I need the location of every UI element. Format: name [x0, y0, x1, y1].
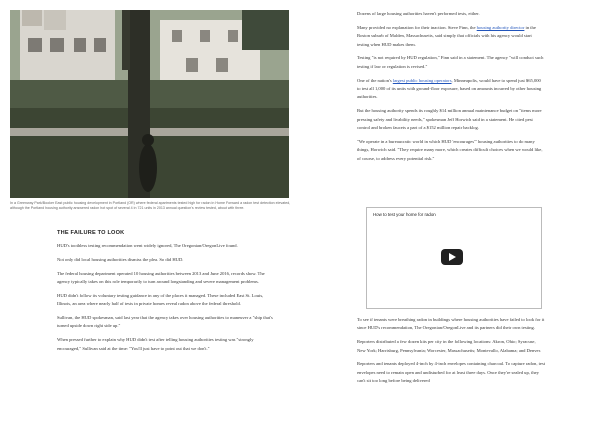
right-column-bottom	[357, 316, 545, 391]
paragraph	[357, 77, 545, 102]
paragraph-text: Many provided no explanation for their inaction. Steve Finn, the	[357, 24, 477, 30]
paragraph: But the housing authority spends its roughly $14 million annual maintenance budget on "items more pressing safety and livability needs," spokesman Jeff Horwich said in a statement. He cited pest control and broken faucets a part of a $152 million repair backlog.	[357, 108, 542, 131]
video-embed[interactable]	[366, 207, 542, 309]
paragraph: Reporters distributed a few dozen kits per city in the following locations: Akron, Ohio; Syracuse, New York; Harrisburg, Pennsylvania; Worcester, Massachusetts; Montevallo, Alabama; and Denver.	[357, 339, 542, 353]
paragraph: Not only did local housing authorities dismiss the plea. So did HUD.	[57, 256, 184, 262]
largest-public-housing-operators-link[interactable]: largest public housing operators	[392, 77, 452, 83]
paragraph: The federal housing department operated 10 housing authorities between 2013 and June 2016, records show. The agency typically takes on this role temporarily to turn around longstanding and severe management problems.	[57, 270, 265, 284]
paragraph: Reporters and tenants deployed 4-inch by 4-inch envelopes containing charcoal. To capture radon, test envelopes need to remain open and undisturbed for at least three days. Once they're sealed up, they can't sit too long before being delivered	[357, 361, 546, 384]
paragraph: HUD didn't follow its voluntary testing guidance in any of the places it managed. These included East St. Louis, Illinois, an area where nearly half of tests in private homes reveal radon above the federal threshold.	[57, 292, 264, 307]
paragraph	[357, 24, 545, 49]
paragraph: HUD's toothless testing recommendation went widely ignored, The Oregonian/OregonLive found.	[57, 243, 238, 248]
video-title: How to test your home for radon	[373, 212, 436, 217]
article-photo	[10, 10, 289, 198]
paragraph: Sullivan, the HUD spokesman, said last year that the agency takes over housing authorities to maneuver a "ship that's turned upside down right side up."	[57, 315, 273, 329]
paragraph-text: One of the nation's	[357, 77, 393, 83]
paragraph: To see if tenants were breathing radon in buildings where housing authorities have failed to look for it since HUD's recommendation, The Oregonian/OregonLive and its partners did their own testing.	[357, 317, 545, 331]
paragraph-text: in the Boston suburb of Malden, Massachusetts, said simply that officials with his agency would start testing when HUD makes them.	[357, 24, 536, 47]
photo-caption: In a Greenway Park/Booker East public housing development in Portland (OR) where federal apartments tested high for radon in Home Forward a radon test detection elevated, although the Portland housing authority answered radon hot spot of several 4 in 721 units in 2013 annual question's review tested, about with three.	[10, 201, 291, 210]
paragraph: When pressed further to explain why HUD didn't test after telling housing authorities testing was "strongly encouraged," Sullivan said at the time: "You'll just have to point out that we don't."	[57, 337, 254, 351]
paragraph: "We operate in a bureaucratic world in which HUD 'encourages'" housing authorities to do many things, Horwich said. "They require many more, which creates difficult choices when we would like, of course, to address every potential risk."	[357, 138, 543, 161]
housing-authority-director-link[interactable]: housing authority director	[476, 24, 525, 30]
paragraph-text: , Minneapolis, would have to spend just $65,000 to test all 1,000 of its units with ground-floor exposure, based on amounts incurred by other housing authorities.	[357, 77, 542, 100]
play-icon	[449, 253, 456, 261]
play-button[interactable]	[441, 249, 463, 265]
paragraph: Testing "is not required by HUD regulation," Finn said in a statement. The agency "will conduct such testing if law or regulation is revised."	[357, 55, 544, 69]
paragraph: Dozens of large housing authorities haven't performed tests, either.	[357, 11, 480, 16]
left-column	[57, 230, 277, 358]
right-column-top	[357, 10, 545, 168]
section-heading: THE FAILURE TO LOOK	[57, 230, 125, 236]
